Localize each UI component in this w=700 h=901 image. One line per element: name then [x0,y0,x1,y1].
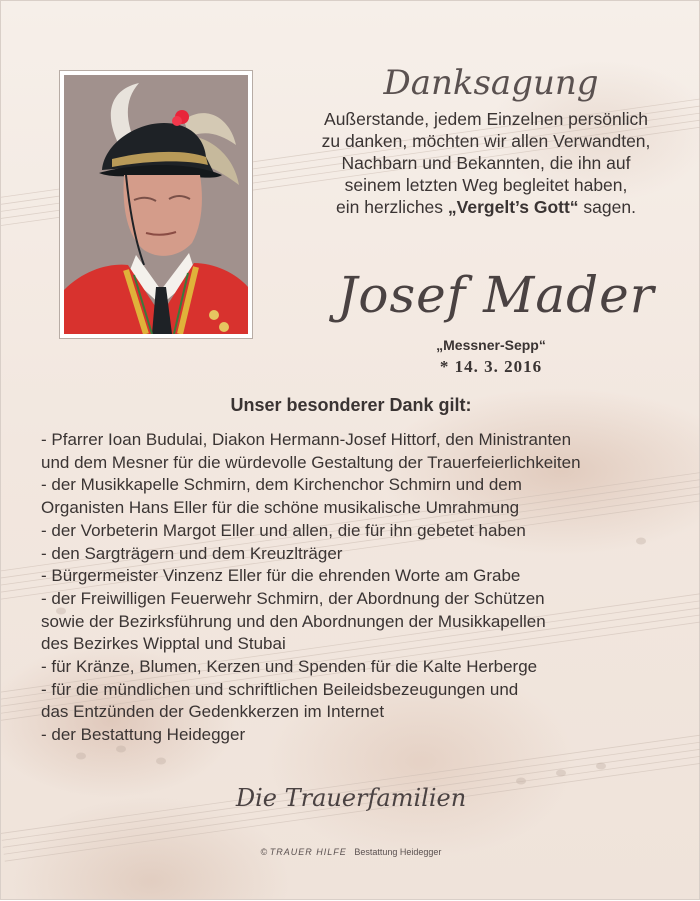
thanks-item-line: des Bezirkes Wipptal und Stubai [41,634,286,654]
thanks-item-line: sowie der Bezirksführung und den Abordnungen der Musikkapellen [41,611,546,631]
thanks-item-line: - den Sargträgern und dem Kreuzlträger [41,543,343,563]
intro-line [291,196,681,218]
intro-vergelts-gott: „Vergelt’s Gott“ [447,197,579,217]
thanks-item-line: - Pfarrer Ioan Budulai, Diakon Hermann-Josef Hittorf, den Ministranten [41,430,572,449]
thanks-item-line: - der Musikkapelle Schmirn, dem Kirchenchor Schmirn und dem [41,475,522,495]
thanks-item [41,474,681,519]
thanks-item [41,656,681,679]
thanks-item-line: und dem Mesner für die würdevolle Gestaltung der Trauerfeierlichkeiten [41,452,581,472]
thanks-item [41,565,681,588]
thanks-item [41,679,681,724]
intro-line-pre: ein herzliches [336,197,448,217]
footer-credit [1,847,700,857]
thanks-item [41,588,681,656]
title-danksagung: Danksagung [383,63,599,103]
portrait-photo [64,75,248,334]
intro-line: zu danken, möchten wir allen Verwandten, [321,131,651,151]
thanks-item-line: Organisten Hans Eller für die schöne musikalische Umrahmung [41,498,520,518]
footer-brand: TRAUER HILFE [269,847,347,857]
deceased-date: * 14. 3. 2016 [439,357,543,376]
intro-line-post: sagen. [578,197,636,217]
intro-text [291,108,681,218]
deceased-nickname: „Messner-Sepp“ [436,337,546,353]
footer-company: Bestattung Heidegger [354,847,442,857]
intro-line: seinem letzten Weg begleitet haben, [344,175,628,195]
deceased-name: Josef Mader [337,266,655,324]
thanks-item-line: das Entzünden der Gedenkkerzen im Internet [41,702,385,722]
thanks-item [41,520,681,543]
thanks-item [41,724,681,747]
copyright-symbol: © [260,847,268,857]
thanks-item-line: - für die mündlichen und schriftlichen Beileidsbezeugungen und [41,679,519,699]
portrait-frame [59,70,253,339]
thanks-item-line: - für Kränze, Blumen, Kerzen und Spenden für die Kalte Herberge [41,657,538,677]
thanks-item-line: - der Freiwilligen Feuerwehr Schmirn, der Abordnung der Schützen [41,588,545,608]
intro-line: Nachbarn und Bekannten, die ihn auf [341,153,631,173]
thanks-item-line: - der Bestattung Heidegger [41,725,246,745]
thanks-item-line: - Bürgermeister Vinzenz Eller für die ehrenden Worte am Grabe [41,566,521,586]
thanks-item [41,429,681,474]
thanks-item [41,543,681,566]
signoff-trauerfamilien: Die Trauerfamilien [235,784,467,812]
thanks-item-line: - der Vorbeterin Margot Eller und allen, die für ihn gebetet haben [41,520,526,540]
thanks-heading: Unser besonderer Dank gilt: [230,395,472,415]
thanks-list [41,429,681,747]
intro-line: Außerstande, jedem Einzelnen persönlich [324,109,648,129]
